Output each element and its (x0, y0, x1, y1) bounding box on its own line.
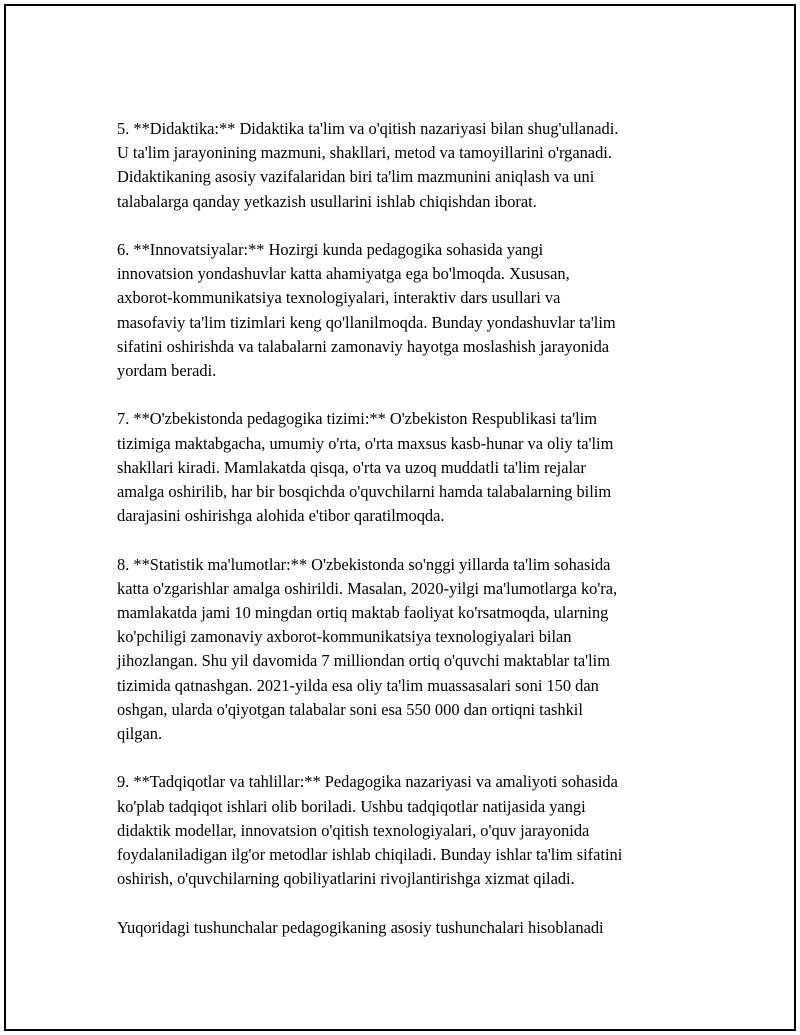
document-body (117, 117, 682, 964)
text-line: 8. **Statistik ma'lumotlar:** O'zbekistonda so'nggi yillarda ta'lim sohasida (117, 554, 611, 574)
text-line: mamlakatda jami 10 mingdan ortiq maktab faoliyat ko'rsatmoqda, ularning (117, 603, 609, 623)
text-line: yordam beradi. (117, 361, 217, 381)
text-line: 5. **Didaktika:** Didaktika ta'lim va o'qitish nazariyasi bilan shug'ullanadi. (117, 119, 619, 138)
text-line: 7. **O'zbekistonda pedagogika tizimi:** O'zbekiston Respublikasi ta'lim (117, 409, 598, 429)
text-line: oshirish, o'quvchilarning qobiliyatlarini rivojlantirishga xizmat qiladi. (117, 869, 575, 889)
text-line: sifatini oshirishda va talabalarni zamonaviy hayotga moslashish jarayonida (117, 336, 610, 356)
text-line: axborot-kommunikatsiya texnologiyalari, interaktiv dars usullari va (117, 288, 561, 308)
paragraph-didaktika (117, 117, 682, 214)
text-line: masofaviy ta'lim tizimlari keng qo'llanilmoqda. Bunday yondashuvlar ta'lim (117, 312, 616, 332)
text-line: talabalarga qanday yetkazish usullarini ishlab chiqishdan iborat. (117, 191, 537, 211)
text-line: jihozlangan. Shu yil davomida 7 milliondan ortiq o'quvchi maktablar ta'lim (117, 651, 610, 671)
text-line: didaktik modellar, innovatsion o'qitish texnologiyalari, o'quv jarayonida (117, 820, 590, 840)
text-line: amalga oshirilib, har bir bosqichda o'quvchilarni hamda talabalarning bilim (117, 482, 612, 502)
text-line: innovatsion yondashuvlar katta ahamiyatga ega bo'lmoqda. Xususan, (117, 264, 570, 284)
text-line: ko'pchiligi zamonaviy axborot-kommunikatsiya texnologiyalari bilan (117, 627, 572, 647)
paragraph-pedagogika-tizimi (117, 407, 682, 528)
text-line: oshgan, ularda o'qiyotgan talabalar soni esa 550 000 dan ortiqni tashkil (117, 699, 583, 719)
text-line: shakllari kiradi. Mamlakatda qisqa, o'rta va uzoq muddatli ta'lim rejalar (117, 457, 586, 477)
paragraph-tadqiqotlar (117, 770, 682, 891)
text-line: ko'plab tadqiqot ishlari olib boriladi. Ushbu tadqiqotlar natijasida yangi (117, 796, 586, 816)
text-line: darajasini oshirishga alohida e'tibor qaratilmoqda. (117, 506, 445, 526)
text-line: tizimida qatnashgan. 2021-yilda esa oliy ta'lim muassasalari soni 150 dan (117, 675, 599, 695)
paragraph-conclusion (117, 916, 682, 940)
text-line: U ta'lim jarayonining mazmuni, shakllari, metod va tamoyillarini o'rganadi. (117, 143, 612, 163)
text-line: 6. **Innovatsiyalar:** Hozirgi kunda pedagogika sohasida yangi (117, 240, 544, 259)
text-line: 9. **Tadqiqotlar va tahlillar:** Pedagogika nazariyasi va amaliyoti sohasida (117, 772, 618, 792)
paragraph-statistik (117, 553, 682, 747)
text-line: foydalaniladigan ilg'or metodlar ishlab chiqiladi. Bunday ishlar ta'lim sifatini (117, 845, 623, 865)
text-line: Didaktikaning asosiy vazifalaridan biri ta'lim mazmunini aniqlash va uni (117, 167, 595, 187)
text-line: Yuqoridagi tushunchalar pedagogikaning asosiy tushunchalari hisoblanadi (117, 917, 604, 937)
text-line: tizimiga maktabgacha, umumiy o'rta, o'rta maxsus kasb-hunar va oliy ta'lim (117, 433, 614, 453)
text-line: qilgan. (117, 724, 163, 744)
paragraph-innovatsiyalar (117, 238, 682, 383)
text-line: katta o'zgarishlar amalga oshirildi. Masalan, 2020-yilgi ma'lumotlarga ko'ra, (117, 578, 618, 598)
